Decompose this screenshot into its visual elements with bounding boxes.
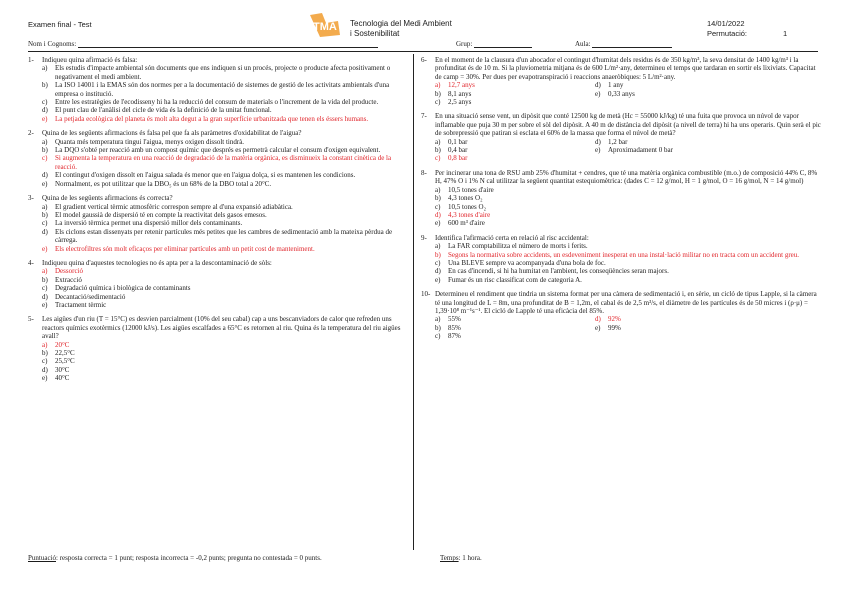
exam-title: Examen final - Test: [28, 20, 92, 29]
question-stem: [28, 315, 410, 340]
question: [28, 259, 410, 309]
option-text: La inversió tèrmica permet una dispersió millor dels contaminants.: [55, 219, 243, 228]
question-text: Quina de les següents afirmacions és falsa pel que fa als paràmetres d'oxidabilitat de l'aigua?: [42, 129, 302, 138]
option-text: 30°C: [55, 365, 70, 374]
answer-options: [421, 186, 823, 228]
answer-option[interactable]: [421, 194, 823, 202]
question-text: Determineu el rendiment que tindria un sistema format per una càmera de sedimentació i, en sèrie, un cicló de tipus Lapple, si la càmera té una longitud de L = 8m, una profunditat de B = 1,2m, el cabal és de 2,5 m³/s, el diàmetre de les partícules és de 50 micres i (ρ·μ) = 1,39·10⁸ m⁻¹s⁻¹. El cicló de Lapple té una eficàcia del 85%.: [435, 290, 817, 315]
answer-option[interactable]: [28, 245, 410, 253]
question: [28, 315, 410, 382]
option-letter: d): [42, 365, 48, 374]
answer-options: [421, 242, 823, 284]
option-letter: d): [595, 137, 601, 146]
answer-option[interactable]: [421, 315, 581, 323]
header-divider: [28, 51, 818, 52]
answer-option[interactable]: [28, 138, 410, 146]
option-letter: a): [42, 267, 48, 276]
question-number: 1-: [28, 56, 34, 64]
name-field[interactable]: Nom i Cognoms:: [28, 40, 378, 48]
answer-option[interactable]: [28, 203, 410, 211]
answer-option[interactable]: [581, 315, 781, 323]
answer-options: [421, 315, 823, 340]
option-letter: c): [435, 202, 441, 211]
option-text: Fumar és un risc classificat com de categoria A.: [448, 275, 582, 284]
option-letter: b): [435, 323, 441, 332]
room-field[interactable]: Aula:: [575, 40, 672, 48]
question: [421, 56, 823, 106]
question-text: Quina de les següents afirmacions és correcta?: [42, 194, 173, 203]
option-text: 1,2 bar: [608, 137, 628, 146]
course-logo: [308, 11, 342, 39]
question-text: Identifica l'afirmació certa en relació al risc accidental:: [435, 233, 589, 242]
question-stem: [28, 194, 410, 202]
answer-option[interactable]: [28, 180, 410, 188]
option-text: Aproximadament 0 bar: [608, 146, 673, 155]
answer-option[interactable]: [421, 138, 581, 146]
option-text: 1 any: [608, 81, 624, 90]
option-letter: e): [42, 244, 48, 253]
question-stem: [28, 56, 410, 64]
option-text: 40°C: [55, 374, 70, 383]
option-text: La petjada ecològica del planeta és molt alta degut a la gran superfície urbanitzada que tenen els éssers humans.: [55, 114, 369, 123]
option-letter: c): [42, 98, 48, 107]
answer-option[interactable]: [421, 332, 581, 340]
option-text: 0,1 bar: [448, 137, 468, 146]
permutation-label: Permutació:: [707, 29, 748, 38]
answer-option[interactable]: [28, 276, 410, 284]
option-letter: a): [435, 242, 441, 251]
answer-option[interactable]: [28, 211, 410, 219]
answer-option[interactable]: [28, 293, 410, 301]
option-letter: a): [435, 137, 441, 146]
option-letter: b): [435, 146, 441, 155]
question-stem: [28, 129, 410, 137]
answer-option[interactable]: [421, 81, 581, 89]
answer-option[interactable]: [28, 349, 410, 357]
answer-option[interactable]: [28, 219, 410, 227]
question-text: En el moment de la clausura d'un abocador el contingut d'humitat dels residus és de 350 kg/m³, la seva densitat de 1400 kg/m³ i la profunditat és de 10 m. Si la pluviometria mitjana és de 600 L/m²·any, determineu el temps que tardaran en sortir els lixiviats. Capacitat de camp = 30%. Per dues per evapotranspiració i reaccions anaeròbiques: 5 L/m²·any.: [435, 56, 816, 81]
answer-option[interactable]: [421, 267, 823, 275]
option-text: 0,4 bar: [448, 146, 468, 155]
option-letter: d): [595, 81, 601, 90]
option-text: El gradient vertical tèrmic atmosfèric correspon sempre al d'una expansió adiabàtica.: [55, 202, 293, 211]
answer-option[interactable]: [581, 146, 781, 154]
question: [421, 290, 823, 340]
option-letter: d): [595, 315, 601, 324]
option-text: 0,33 anys: [608, 89, 635, 98]
answer-option[interactable]: [421, 242, 823, 250]
question-number: 6-: [421, 56, 427, 64]
question-text: Indiqueu quina d'aquestes tecnologies no és apta per a la descontaminació de sòls:: [42, 258, 272, 267]
option-text: El contingut d'oxigen dissolt en l'aigua salada és menor que en l'aigua dolça, si es mantenen les condicions.: [55, 171, 356, 180]
option-text: En cas d'incendi, si hi ha humitat en l'ambient, les conseqüències seran majors.: [448, 267, 669, 276]
answer-options: [28, 138, 410, 188]
option-text: 99%: [608, 323, 621, 332]
option-text: Normalment, es pot utilitzar que la DBO₅ és un 68% de la DBO total a 20°C.: [55, 179, 272, 188]
scoring-note: Puntuació: resposta correcta = 1 punt; resposta incorrecta = -0,2 punts; pregunta no contestada = 0 punts.: [28, 554, 322, 562]
left-question-column: [28, 56, 410, 389]
column-divider: [413, 54, 414, 550]
option-letter: e): [42, 114, 48, 123]
answer-options: [28, 341, 410, 383]
question-number: 7-: [421, 112, 427, 121]
option-letter: c): [42, 154, 48, 163]
option-text: 2,5 anys: [448, 98, 472, 107]
option-letter: d): [42, 106, 48, 115]
question-number: 8-: [421, 168, 427, 177]
option-letter: c): [435, 332, 441, 341]
option-letter: d): [42, 171, 48, 180]
option-letter: b): [435, 89, 441, 98]
student-fields: [28, 40, 828, 50]
option-letter: e): [595, 146, 601, 155]
option-letter: b): [435, 250, 441, 259]
option-text: Entre les estratègies de l'ecodisseny hi ha la reducció del consum de materials o l'increment de la vida del producte.: [55, 98, 379, 107]
option-letter: e): [42, 300, 48, 309]
question-stem: [421, 169, 823, 186]
answer-option[interactable]: [421, 186, 823, 194]
exam-meta: [707, 19, 788, 39]
answer-option[interactable]: [421, 211, 823, 219]
option-text: Decantació/sedimentació: [55, 292, 126, 301]
option-letter: c): [42, 219, 48, 228]
option-letter: d): [435, 267, 441, 276]
answer-option[interactable]: [28, 267, 410, 275]
exam-date: 14/01/2022: [707, 19, 745, 28]
answer-options: [28, 203, 410, 253]
question-stem: [28, 259, 410, 267]
answer-option[interactable]: [421, 276, 823, 284]
option-letter: a): [42, 340, 48, 349]
answer-option[interactable]: [28, 106, 410, 114]
question-number: 2-: [28, 129, 34, 138]
permutation-value: 1: [783, 29, 788, 38]
option-letter: b): [42, 349, 48, 357]
answer-option[interactable]: [421, 90, 581, 98]
answer-options: [421, 138, 823, 163]
option-text: Els ciclons estan dissenyats per retenir partícules més petites que les cambres de sedimentació amb la mateixa pèrdua de càrrega.: [55, 227, 393, 245]
option-letter: b): [435, 194, 441, 203]
answer-options: [28, 64, 410, 123]
answer-option[interactable]: [28, 357, 410, 365]
answer-option[interactable]: [421, 98, 581, 106]
answer-option[interactable]: [28, 284, 410, 292]
option-letter: a): [42, 64, 48, 73]
answer-option[interactable]: [28, 374, 410, 382]
option-text: Extracció: [55, 275, 82, 284]
answer-options: [28, 267, 410, 309]
option-text: La FAR comptabilitza el número de morts i ferits.: [448, 242, 588, 251]
answer-option[interactable]: [421, 251, 823, 259]
option-text: 8,1 anys: [448, 89, 472, 98]
answer-option[interactable]: [28, 366, 410, 374]
option-letter: b): [42, 210, 48, 219]
answer-option[interactable]: [421, 324, 581, 332]
course-title: Tecnologia del Medi Ambient i Sostenibilitat: [350, 19, 452, 38]
question: [28, 194, 410, 253]
question-stem: [421, 290, 823, 315]
option-letter: a): [42, 202, 48, 211]
question-number: 3-: [28, 194, 34, 203]
question-text: Indiqueu quina afirmació és falsa:: [42, 56, 138, 64]
question: [421, 169, 823, 228]
option-letter: b): [42, 146, 48, 155]
answer-option[interactable]: [421, 146, 581, 154]
question-number: 10-: [421, 290, 431, 299]
option-text: 600 m³ d'aire: [448, 219, 485, 228]
option-text: 22,5°C: [55, 349, 75, 357]
question: [421, 112, 823, 162]
option-letter: a): [435, 315, 441, 324]
answer-option[interactable]: [28, 81, 410, 98]
option-letter: c): [435, 154, 441, 163]
option-text: 85%: [448, 323, 461, 332]
option-text: 55%: [448, 315, 461, 324]
time-note: Temps: 1 hora.: [440, 554, 482, 562]
answer-option[interactable]: [28, 228, 410, 245]
answer-option[interactable]: [581, 81, 781, 89]
option-letter: c): [435, 98, 441, 107]
svg-text:TMA: TMA: [313, 21, 337, 33]
group-field[interactable]: Grup:: [456, 40, 532, 48]
option-letter: a): [435, 81, 441, 90]
option-text: Tractament tèrmic: [55, 300, 107, 309]
option-text: Quanta més temperatura tingui l'aigua, menys oxigen dissolt tindrà.: [55, 137, 245, 146]
question: [28, 129, 410, 188]
option-text: 12,7 anys: [448, 81, 475, 90]
option-letter: d): [42, 227, 48, 236]
question: [421, 234, 823, 284]
option-text: Una BLEVE sempre va acompanyada d'una bola de foc.: [448, 258, 606, 267]
option-text: Segons la normativa sobre accidents, un esdeveniment inesperat en una instal·lació militar no en tracta com un accident greu.: [448, 250, 800, 259]
option-letter: a): [435, 185, 441, 194]
option-text: 10,5 tones d'aire: [448, 185, 494, 194]
question-text: En una situació sense vent, un dipòsit que conté 12500 kg de metà (Hc = 55000 kJ/kg) té una fuita que provoca un núvol de vapor inflamable que puja 30 m per sobre el sòl del dipòsit. A 40 m de distància del dipòsit (a nivell de terra) hi ha uns operaris. Quin serà el pic de sobrepressió que patiran si esclata el 60% de la massa que forma el núvol de metà?: [435, 112, 821, 138]
option-letter: e): [595, 89, 601, 98]
option-text: Degradació química i biològica de contaminants: [55, 284, 191, 293]
option-letter: e): [435, 275, 441, 284]
option-letter: e): [42, 179, 48, 188]
question-number: 4-: [28, 258, 34, 267]
answer-option[interactable]: [28, 115, 410, 123]
option-letter: b): [42, 81, 48, 90]
question-stem: [421, 56, 823, 81]
option-text: 25,5°C: [55, 357, 75, 366]
answer-option[interactable]: [581, 324, 781, 332]
answer-option[interactable]: [421, 219, 823, 227]
answer-option[interactable]: [28, 171, 410, 179]
option-text: 20°C: [55, 340, 70, 349]
option-letter: d): [42, 292, 48, 301]
option-text: Els estudis d'impacte ambiental són documents que ens indiquen si un procés, projecte o producte afecta positivament o negativament el medi ambient.: [55, 64, 391, 81]
option-text: Dessorció: [55, 267, 83, 276]
answer-option[interactable]: [581, 138, 781, 146]
option-text: 4,3 tones O₂: [448, 194, 483, 203]
answer-option[interactable]: [421, 259, 823, 267]
option-letter: a): [42, 137, 48, 146]
option-letter: d): [435, 210, 441, 219]
question-text: Per incinerar una tona de RSU amb 25% d'humitat + cendres, que té una matèria orgànica combustible (m.o.) de composició 44% C, 8% H, 47% O i 1% N cal utilitzar la següent quantitat estequiomètrica: (dades C = 12 g/mol, H = 1 g/mol, O = 16 g/mol, N = 14 g/mol): [435, 168, 818, 186]
answer-option[interactable]: [28, 301, 410, 309]
option-text: La DQO s'obté per reacció amb un compost químic que després es permetrà calcular el consum d'oxigen equivalent.: [55, 146, 381, 155]
answer-options: [421, 81, 823, 106]
option-text: La ISO 14001 i la EMAS són dos normes per a la documentació de sistemes de gestió de les activitats ambientals d'una empresa o institució.: [55, 81, 390, 98]
option-letter: c): [42, 284, 48, 293]
option-text: 87%: [448, 332, 461, 341]
answer-option[interactable]: [421, 203, 823, 211]
option-letter: e): [42, 374, 48, 383]
option-text: 10,5 tones O₂: [448, 202, 487, 211]
answer-option[interactable]: [28, 98, 410, 106]
answer-option[interactable]: [28, 146, 410, 154]
option-text: 92%: [608, 315, 621, 324]
option-text: 0,8 bar: [448, 154, 468, 163]
question-number: 9-: [421, 233, 427, 242]
answer-option[interactable]: [28, 341, 410, 349]
answer-option[interactable]: [421, 154, 581, 162]
option-letter: c): [42, 357, 48, 366]
option-letter: c): [435, 258, 441, 267]
option-letter: e): [435, 219, 441, 228]
right-question-column: [421, 56, 823, 347]
option-text: El punt clau de l'anàlisi del cicle de vida és la definició de la unitat funcional.: [55, 106, 272, 115]
question-number: 5-: [28, 315, 34, 324]
option-text: Els electrofiltres són molt eficaços per eliminar partícules amb un petit cost de manteniment.: [55, 244, 315, 253]
answer-option[interactable]: [28, 64, 410, 81]
option-text: Si augmenta la temperatura en una reacció de degradació de la matèria orgànica, es disminueix la constant cinètica de la reacció.: [55, 154, 392, 171]
question-stem: [421, 234, 823, 242]
answer-option[interactable]: [581, 90, 781, 98]
option-text: El model gaussià de dispersió té en compte la reactivitat dels gasos emesos.: [55, 210, 267, 219]
option-letter: e): [595, 323, 601, 332]
answer-option[interactable]: [28, 154, 410, 171]
question: [28, 56, 410, 123]
option-letter: b): [42, 275, 48, 284]
question-text: Les aigües d'un riu (T = 15°C) es desvien parcialment (10% del seu cabal) cap a uns bescanviadors de calor que refreden uns reactors químics exotèrmics (12000 kJ/s). Les aigües escalfades a 65°C es retornen al riu. Quina és la temperatura del riu aigües avall?: [42, 315, 401, 341]
option-text: 4,3 tones d'aire: [448, 210, 491, 219]
question-stem: [421, 112, 823, 137]
